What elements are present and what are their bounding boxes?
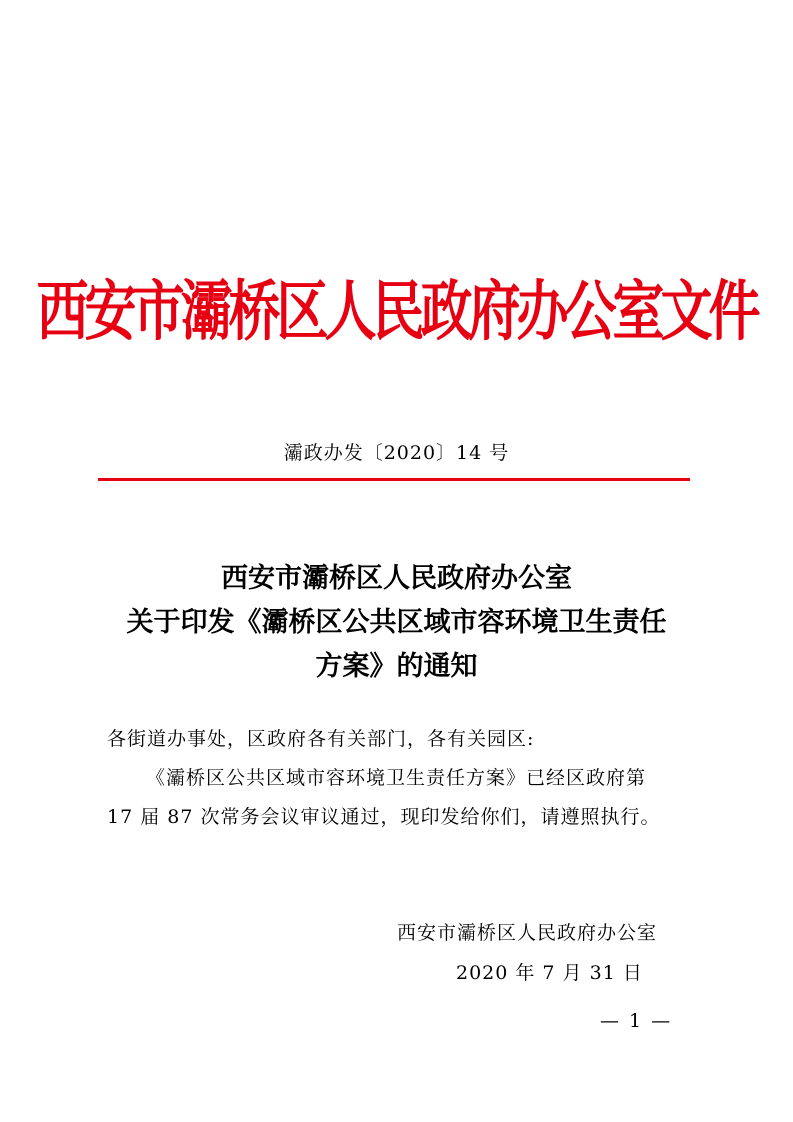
red-separator-rule [98,478,690,481]
page-number: — 1 — [600,1010,673,1032]
body-paragraph-line-2: 17 届 87 次常务会议审议通过，现印发给你们，请遵照执行。 [107,806,661,828]
body-paragraph-line-1: 《灞桥区公共区域市容环境卫生责任方案》已经区政府第 [146,767,647,789]
notice-title [0,557,793,689]
masthead-title: 西安市灞桥区人民政府办公室文件 [36,273,757,350]
notice-title-line-1: 西安市灞桥区人民政府办公室 [221,563,572,594]
addressee-line: 各街道办事处，区政府各有关部门，各有关园区: [107,728,535,750]
issuing-office-signature: 西安市灞桥区人民政府办公室 [397,922,658,944]
notice-title-line-3: 方案》的通知 [315,651,478,682]
document-number: 灞政办发〔2020〕14 号 [283,442,510,464]
issue-date: 2020 年 7 月 31 日 [456,962,643,984]
notice-title-line-2: 关于印发《灞桥区公共区域市容环境卫生责任 [126,607,667,638]
